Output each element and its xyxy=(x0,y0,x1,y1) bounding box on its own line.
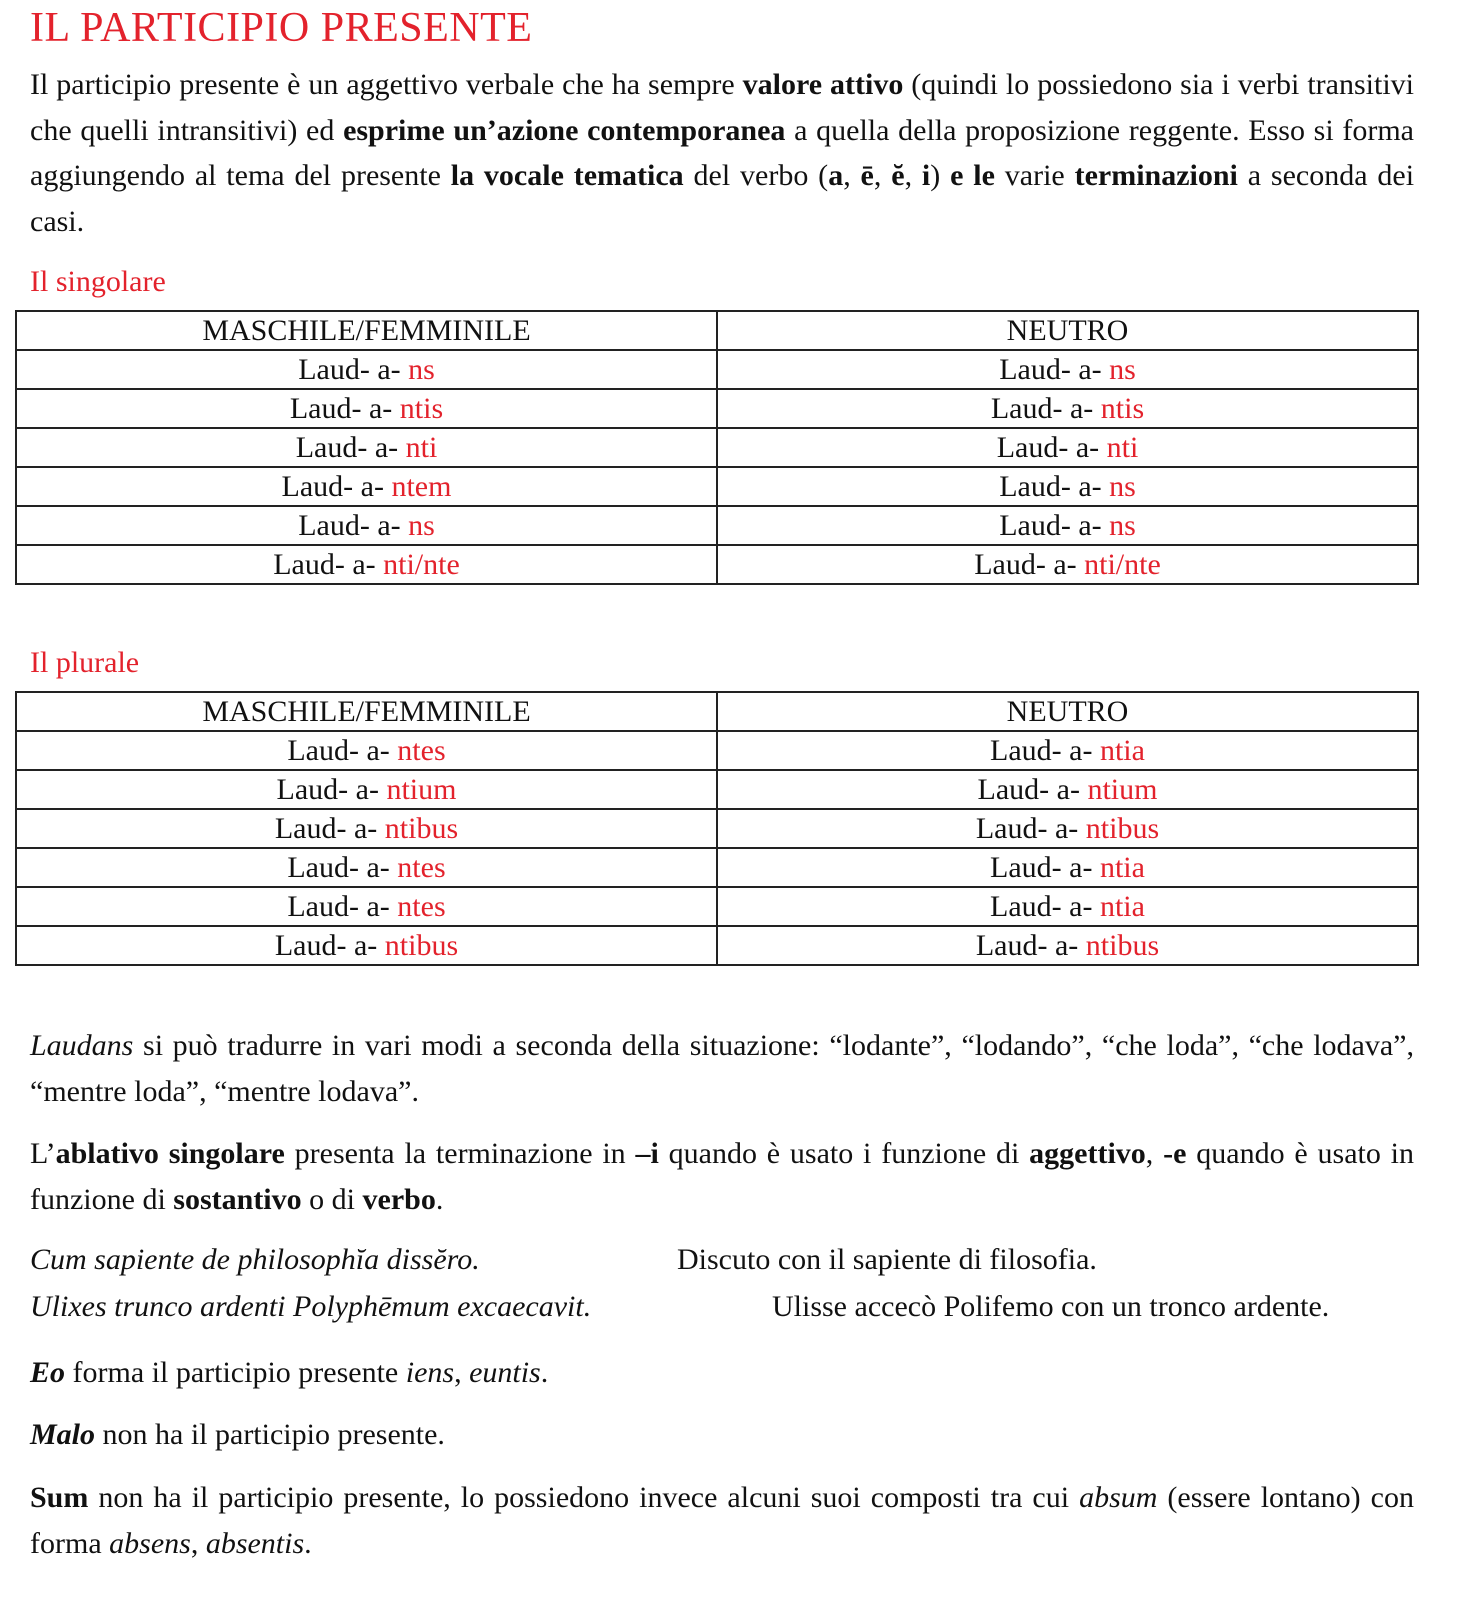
laudans-paragraph xyxy=(30,1023,1414,1114)
text: non ha il participio presente, lo possiedono invece alcuni suoi composti tra cui xyxy=(88,1481,1080,1514)
text: non ha il participio presente. xyxy=(95,1418,445,1451)
table-row xyxy=(16,545,1418,584)
bold-text: –i xyxy=(635,1137,659,1170)
form-cell xyxy=(717,428,1418,467)
example-latin-2: Ulixes trunco ardenti Polyphēmum excaecavit. xyxy=(30,1290,592,1323)
bold-text: ablativo singolare xyxy=(55,1137,285,1170)
table-row xyxy=(16,848,1418,887)
bold-text: terminazioni xyxy=(1074,159,1238,192)
column-header: MASCHILE/FEMMINILE xyxy=(16,311,717,350)
form-cell xyxy=(16,731,717,770)
stem: Laud- a- xyxy=(273,548,384,581)
ending: ns xyxy=(1109,353,1136,386)
stem: Laud- a- xyxy=(999,509,1110,542)
text: , xyxy=(1145,1137,1164,1170)
table-row xyxy=(16,731,1418,770)
intro-paragraph xyxy=(30,62,1414,244)
text: , xyxy=(904,159,922,192)
stem: Laud- a- xyxy=(287,851,398,884)
stem: Laud- a- xyxy=(287,890,398,923)
text: (quindi lo possiedono sia i verbi transitivi che quelli intransitivi) ed xyxy=(30,68,1414,147)
form-cell xyxy=(16,848,717,887)
example-italian-2: Ulisse accecò Polifemo con un tronco ardente. xyxy=(772,1290,1330,1323)
form-cell xyxy=(717,350,1418,389)
form-cell xyxy=(16,545,717,584)
form-cell xyxy=(717,467,1418,506)
stem: Laud- a- xyxy=(999,353,1110,386)
stem: Laud- a- xyxy=(990,392,1101,425)
stem: Laud- a- xyxy=(999,470,1110,503)
ending: ntem xyxy=(391,470,452,503)
text: . xyxy=(435,1182,444,1216)
ending: ntium xyxy=(1087,773,1158,806)
text: , xyxy=(190,1526,206,1560)
form-cell xyxy=(16,770,717,809)
italic-text: euntis xyxy=(469,1356,541,1389)
stem: Laud- a- xyxy=(281,470,392,503)
form-cell xyxy=(717,545,1418,584)
ending: ntes xyxy=(397,890,446,923)
ending: ntis xyxy=(1100,392,1145,425)
form-cell xyxy=(717,731,1418,770)
column-header: NEUTRO xyxy=(717,692,1418,731)
form-cell xyxy=(16,389,717,428)
text: quando è usato i funzione di xyxy=(658,1137,1030,1170)
text: o di xyxy=(301,1182,363,1216)
ending: nti xyxy=(405,431,438,464)
stem: Laud- a- xyxy=(990,890,1100,923)
stem: Laud- a- xyxy=(974,548,1085,581)
table-row xyxy=(16,467,1418,506)
ending: nti/nte xyxy=(383,548,460,581)
example-italian-1: Discuto con il sapiente di filosofia. xyxy=(677,1243,1097,1276)
bold-text: a xyxy=(828,159,844,192)
form-cell xyxy=(16,467,717,506)
singular-heading: Il singolare xyxy=(30,265,166,298)
stem: Laud- a- xyxy=(990,851,1100,884)
stem: Laud- a- xyxy=(990,734,1100,767)
sum-paragraph xyxy=(30,1475,1414,1566)
stem: Laud- a- xyxy=(276,773,387,806)
bold-italic-text: Malo xyxy=(30,1418,96,1451)
table-row xyxy=(16,926,1418,965)
text: a seconda dei casi. xyxy=(30,159,1415,238)
text: varie xyxy=(994,159,1075,192)
text: (essere lontano) con forma xyxy=(30,1481,1414,1560)
text: , xyxy=(843,159,861,192)
stem: Laud- a- xyxy=(977,773,1088,806)
text: , xyxy=(873,159,892,192)
bold-text: verbo xyxy=(362,1182,436,1216)
ending: ntia xyxy=(1099,890,1145,923)
ending: ntibus xyxy=(384,812,459,845)
ending: ntium xyxy=(386,773,457,806)
stem: Laud- a- xyxy=(975,929,1086,962)
table-header-row xyxy=(16,311,1418,350)
italic-text: Laudans xyxy=(30,1029,134,1062)
italic-text: absens xyxy=(109,1526,191,1560)
text: L’ xyxy=(30,1137,56,1170)
bold-text: e le xyxy=(950,159,995,192)
table-row xyxy=(16,770,1418,809)
ending: ntia xyxy=(1099,734,1145,767)
ending: ntibus xyxy=(1085,812,1160,845)
malo-paragraph xyxy=(30,1412,1414,1458)
bold-italic-text: Eo xyxy=(30,1356,66,1389)
plural-declension-table xyxy=(15,691,1419,966)
ending: nti xyxy=(1106,431,1139,464)
ending: ntis xyxy=(399,392,444,425)
text: forma il participio presente xyxy=(65,1356,406,1389)
table-row xyxy=(16,506,1418,545)
text: a quella della proposizione reggente. Esso si forma aggiungendo al tema del presente xyxy=(30,113,1414,192)
bold-text: i xyxy=(921,159,931,192)
ending: ns xyxy=(408,509,435,542)
ending: ns xyxy=(1109,509,1136,542)
bold-text: la vocale tematica xyxy=(450,159,684,192)
text: ) xyxy=(930,159,951,192)
plural-heading: Il plurale xyxy=(30,646,140,679)
stem: Laud- a- xyxy=(289,392,400,425)
text: . xyxy=(540,1356,549,1389)
table-row xyxy=(16,389,1418,428)
form-cell xyxy=(717,887,1418,926)
bold-text: valore attivo xyxy=(742,68,904,101)
ending: ntibus xyxy=(1085,929,1160,962)
stem: Laud- a- xyxy=(298,353,409,386)
ending: ntes xyxy=(397,734,446,767)
stem: Laud- a- xyxy=(298,509,409,542)
italic-text: absentis xyxy=(205,1526,305,1560)
text: del verbo ( xyxy=(683,159,829,192)
text: quando è usato in funzione di xyxy=(30,1137,1415,1216)
ablative-paragraph xyxy=(30,1131,1414,1222)
text: Il participio presente è un aggettivo verbale che ha sempre xyxy=(30,68,743,101)
bold-text: sostantivo xyxy=(173,1182,302,1216)
stem: Laud- a- xyxy=(287,734,398,767)
form-cell xyxy=(717,848,1418,887)
form-cell xyxy=(717,770,1418,809)
italic-text: iens xyxy=(405,1356,455,1389)
stem: Laud- a- xyxy=(295,431,406,464)
table-row xyxy=(16,428,1418,467)
table-row xyxy=(16,350,1418,389)
eo-paragraph xyxy=(30,1350,1414,1396)
ending: ntibus xyxy=(384,929,459,962)
text: presenta la terminazione in xyxy=(284,1137,636,1170)
ending: nti/nte xyxy=(1084,548,1161,581)
stem: Laud- a- xyxy=(274,929,385,962)
singular-declension-table xyxy=(15,310,1419,585)
table-header-row xyxy=(16,692,1418,731)
form-cell xyxy=(16,506,717,545)
form-cell xyxy=(717,926,1418,965)
form-cell xyxy=(16,887,717,926)
column-header: NEUTRO xyxy=(717,311,1418,350)
column-header: MASCHILE/FEMMINILE xyxy=(16,692,717,731)
table-row xyxy=(16,809,1418,848)
bold-text: esprime un’azione contemporanea xyxy=(343,113,786,147)
form-cell xyxy=(16,926,717,965)
ending: ns xyxy=(1109,470,1136,503)
form-cell xyxy=(717,809,1418,848)
form-cell xyxy=(16,809,717,848)
page-title: IL PARTICIPIO PRESENTE xyxy=(30,5,533,51)
bold-text: ĕ xyxy=(891,159,905,192)
form-cell xyxy=(16,350,717,389)
form-cell xyxy=(717,506,1418,545)
text: si può tradurre in vari modi a seconda della situazione: “lodante”, “lodando”, “che loda”, “che lodava”, “mentre loda”, “mentre lodava”. xyxy=(30,1029,1414,1108)
ending: ns xyxy=(408,353,435,386)
stem: Laud- a- xyxy=(996,431,1107,464)
bold-text: ē xyxy=(860,159,874,192)
table-row xyxy=(16,887,1418,926)
bold-text: Sum xyxy=(30,1481,89,1514)
form-cell xyxy=(16,428,717,467)
ending: ntia xyxy=(1099,851,1145,884)
text: . xyxy=(304,1526,312,1560)
form-cell xyxy=(717,389,1418,428)
text: , xyxy=(454,1356,470,1389)
ending: ntes xyxy=(397,851,446,884)
bold-text: -e xyxy=(1163,1137,1187,1170)
italic-text: absum xyxy=(1079,1481,1158,1514)
bold-text: aggettivo xyxy=(1029,1137,1146,1170)
stem: Laud- a- xyxy=(274,812,385,845)
stem: Laud- a- xyxy=(975,812,1086,845)
example-latin-1: Cum sapiente de philosophĭa dissĕro. xyxy=(30,1243,480,1276)
